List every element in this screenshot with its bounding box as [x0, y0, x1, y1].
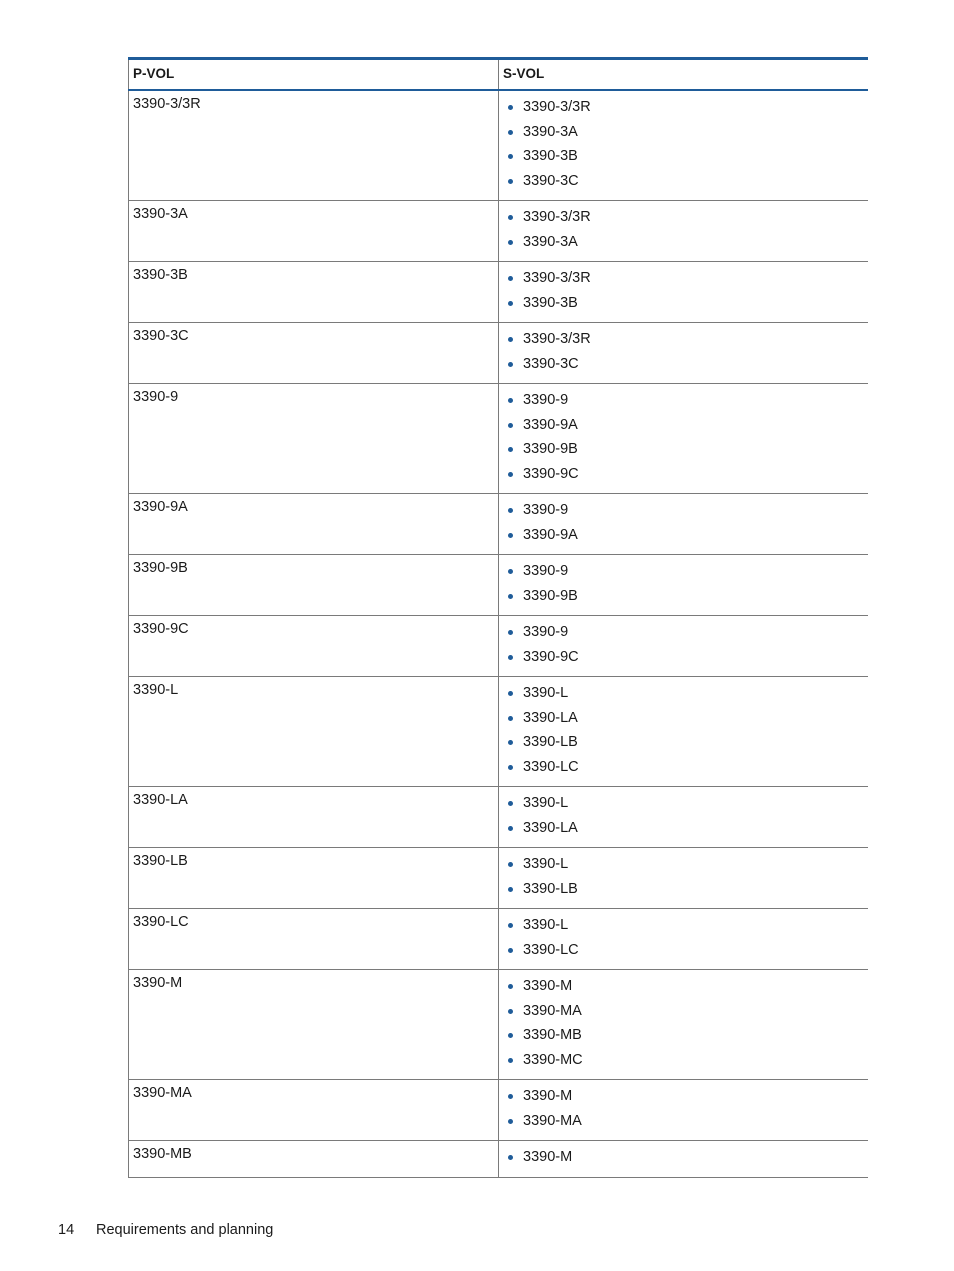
- svol-list: [503, 559, 864, 608]
- svol-list: [503, 205, 864, 254]
- svol-list-item: 3390-3/3R: [503, 266, 864, 291]
- table-row: [129, 494, 869, 555]
- svol-list: [503, 388, 864, 486]
- svol-list-item: 3390-3C: [503, 169, 864, 194]
- svol-list: [503, 974, 864, 1072]
- svol-cell: [499, 677, 869, 787]
- svol-list: [503, 620, 864, 669]
- svol-list-item: 3390-MA: [503, 999, 864, 1024]
- svol-cell: [499, 787, 869, 848]
- svol-cell: [499, 262, 869, 323]
- svol-list-item: 3390-3B: [503, 144, 864, 169]
- page-footer: [58, 1222, 273, 1238]
- svol-list-item: 3390-L: [503, 791, 864, 816]
- table-row: [129, 848, 869, 909]
- svol-cell: [499, 494, 869, 555]
- table-row: [129, 384, 869, 494]
- pvol-cell: 3390-M: [129, 970, 499, 1080]
- svol-list-item: 3390-L: [503, 913, 864, 938]
- svol-list-item: 3390-LC: [503, 938, 864, 963]
- svol-list-item: 3390-9: [503, 559, 864, 584]
- svol-list-item: 3390-9C: [503, 645, 864, 670]
- svol-list: [503, 95, 864, 193]
- svol-list-item: 3390-LA: [503, 706, 864, 731]
- pvol-cell: 3390-3C: [129, 323, 499, 384]
- svol-cell: [499, 90, 869, 201]
- header-svol: S-VOL: [499, 60, 869, 90]
- svol-list-item: 3390-9A: [503, 523, 864, 548]
- table-row: [129, 1080, 869, 1141]
- svol-list: [503, 498, 864, 547]
- svol-list: [503, 266, 864, 315]
- pvol-cell: 3390-3/3R: [129, 90, 499, 201]
- svol-list-item: 3390-3A: [503, 230, 864, 255]
- svol-list: [503, 913, 864, 962]
- svol-list-item: 3390-MB: [503, 1023, 864, 1048]
- svol-list-item: 3390-LC: [503, 755, 864, 780]
- pvol-cell: 3390-LC: [129, 909, 499, 970]
- table-row: [129, 323, 869, 384]
- footer-section-title: Requirements and planning: [96, 1222, 274, 1238]
- svol-cell: [499, 384, 869, 494]
- svol-list-item: 3390-MC: [503, 1048, 864, 1073]
- svol-cell: [499, 555, 869, 616]
- svol-cell: [499, 1080, 869, 1141]
- pvol-cell: 3390-9C: [129, 616, 499, 677]
- svol-list-item: 3390-9A: [503, 413, 864, 438]
- svol-list-item: 3390-9B: [503, 584, 864, 609]
- table-row: [129, 616, 869, 677]
- svol-cell: [499, 909, 869, 970]
- table-row: [129, 555, 869, 616]
- table-row: [129, 90, 869, 201]
- svol-list: [503, 791, 864, 840]
- volume-compatibility-table-wrapper: [128, 57, 868, 1195]
- svol-list-item: 3390-LB: [503, 877, 864, 902]
- svol-list-item: 3390-3C: [503, 352, 864, 377]
- svol-list: [503, 1145, 864, 1170]
- svol-list-item: 3390-9: [503, 388, 864, 413]
- table-row: [129, 201, 869, 262]
- table-header-row: [129, 60, 869, 90]
- svol-list-item: 3390-LA: [503, 816, 864, 841]
- header-pvol: P-VOL: [129, 60, 499, 90]
- svol-cell: [499, 970, 869, 1080]
- svol-list-item: 3390-3B: [503, 291, 864, 316]
- svol-list-item: 3390-9B: [503, 437, 864, 462]
- svol-list-item: 3390-M: [503, 974, 864, 999]
- pvol-cell: 3390-9A: [129, 494, 499, 555]
- pvol-cell: 3390-3B: [129, 262, 499, 323]
- svol-cell: [499, 323, 869, 384]
- svol-list: [503, 681, 864, 779]
- svol-list: [503, 327, 864, 376]
- table-row: [129, 262, 869, 323]
- svol-list-item: 3390-LB: [503, 730, 864, 755]
- table-row: [129, 1141, 869, 1178]
- page-number: 14: [58, 1222, 75, 1238]
- table-row: [129, 787, 869, 848]
- svol-list: [503, 1084, 864, 1133]
- svol-list-item: 3390-9: [503, 620, 864, 645]
- volume-compatibility-table: [128, 60, 868, 1178]
- svol-list-item: 3390-L: [503, 681, 864, 706]
- svol-list: [503, 852, 864, 901]
- svol-list-item: 3390-3A: [503, 120, 864, 145]
- table-row: [129, 970, 869, 1080]
- pvol-cell: 3390-MA: [129, 1080, 499, 1141]
- pvol-cell: 3390-L: [129, 677, 499, 787]
- svol-list-item: 3390-3/3R: [503, 205, 864, 230]
- svol-list-item: 3390-M: [503, 1084, 864, 1109]
- svol-cell: [499, 201, 869, 262]
- svol-list-item: 3390-3/3R: [503, 95, 864, 120]
- pvol-cell: 3390-LB: [129, 848, 499, 909]
- pvol-cell: 3390-3A: [129, 201, 499, 262]
- table-row: [129, 677, 869, 787]
- svol-cell: [499, 1141, 869, 1178]
- pvol-cell: 3390-LA: [129, 787, 499, 848]
- pvol-cell: 3390-9: [129, 384, 499, 494]
- svol-list-item: 3390-3/3R: [503, 327, 864, 352]
- svol-list-item: 3390-9: [503, 498, 864, 523]
- svol-cell: [499, 848, 869, 909]
- svol-list-item: 3390-MA: [503, 1109, 864, 1134]
- svol-list-item: 3390-L: [503, 852, 864, 877]
- table-body: [129, 90, 869, 1177]
- svol-list-item: 3390-M: [503, 1145, 864, 1170]
- table-row: [129, 909, 869, 970]
- svol-cell: [499, 616, 869, 677]
- pvol-cell: 3390-MB: [129, 1141, 499, 1178]
- svol-list-item: 3390-9C: [503, 462, 864, 487]
- pvol-cell: 3390-9B: [129, 555, 499, 616]
